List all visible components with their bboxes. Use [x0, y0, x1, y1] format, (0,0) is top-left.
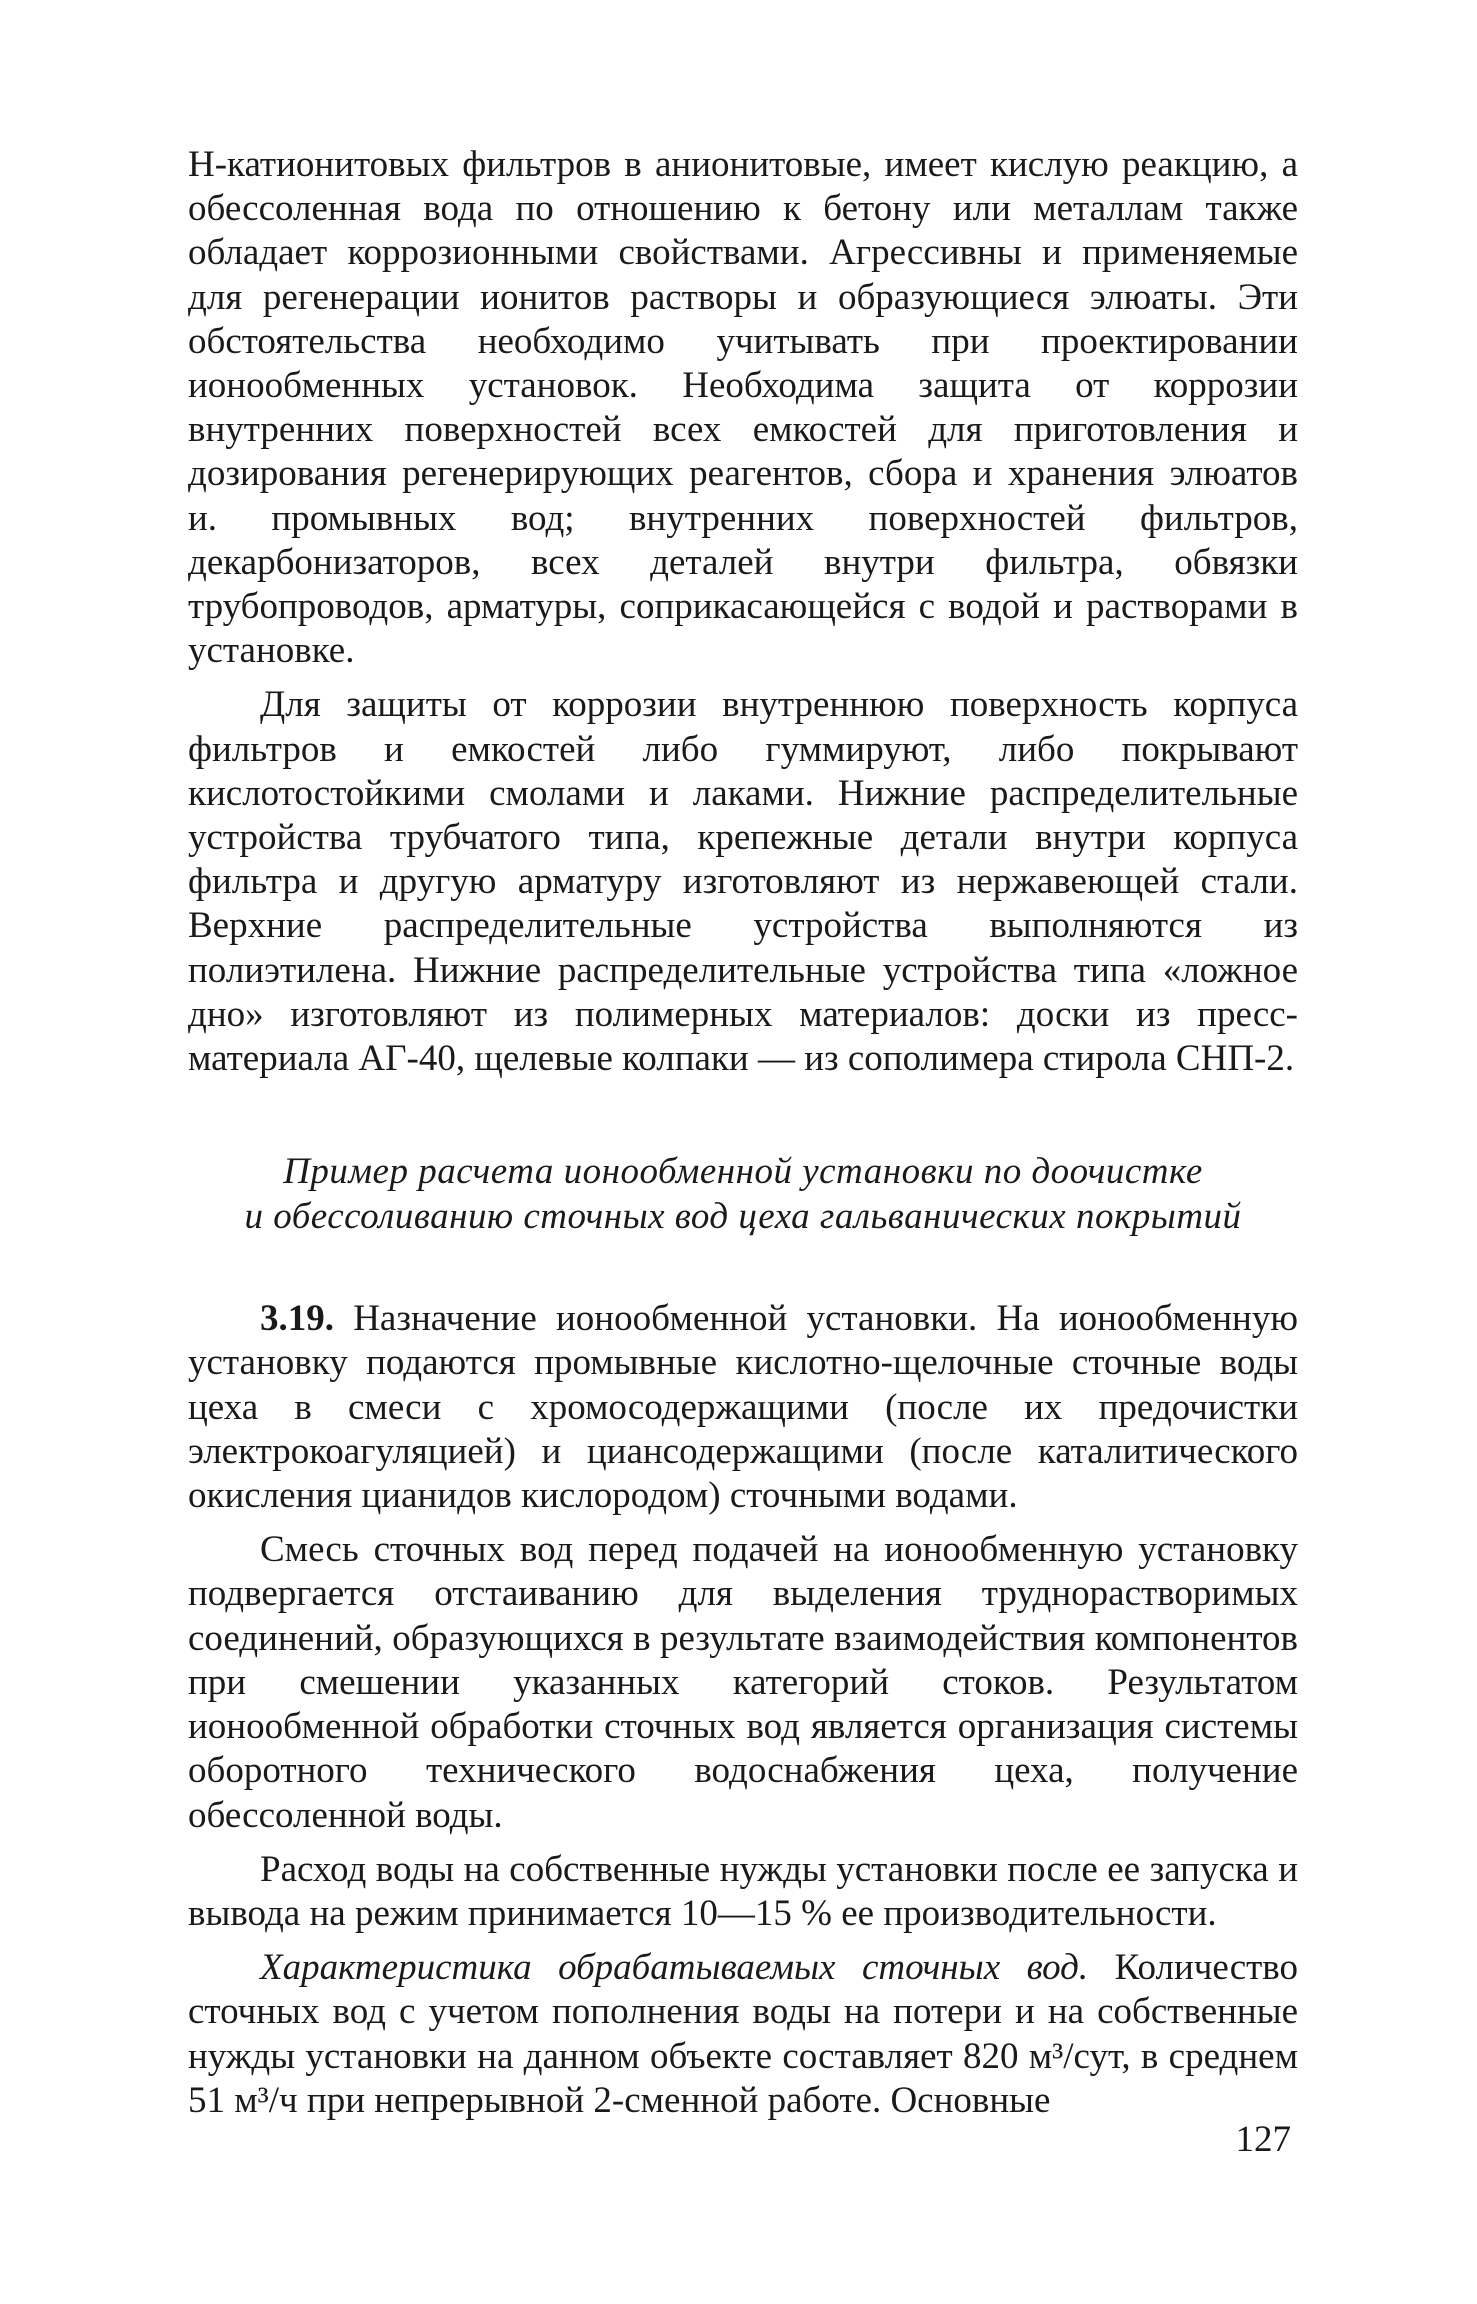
section-heading [188, 1149, 1298, 1239]
characteristics-title: Характеристика обрабатываемых сточных вод. [260, 1947, 1089, 1989]
page-body [188, 143, 1298, 2123]
paragraph-purpose [188, 1297, 1298, 1518]
paragraph-purpose-text: Назначение ионообменной установки. На ионообменную установку подаются промывные кислотно-щелочные сточные воды цеха в смеси с хромосодержащими (после их предочистки электрокоагуляцией) и циансодержащими (после каталитического окисления цианидов кислородом) сточными водами. [188, 1298, 1298, 1517]
section-number: 3.19. [260, 1298, 334, 1340]
paragraph-settling: Смесь сточных вод перед подачей на ионообменную установку подвергается отстаиванию для выделения труднорастворимых соединений, образующихся в результате взаимодействия компонентов при смешении указанных категорий стоков. Результатом ионообменной обработки сточных вод является организация системы оборотного технического водоснабжения цеха, получение обессоленной воды. [188, 1529, 1298, 1836]
heading-line-1: Пример расчета ионообменной установки по доочистке [283, 1151, 1203, 1193]
paragraph-corrosion-protection: Для защиты от коррозии внутреннюю поверхность корпуса фильтров и емкостей либо гуммируют, либо покрывают кислотостойкими смолами и лаками. Нижние распределительные устройства трубчатого типа, крепежные детали внутри корпуса фильтра и другую арматуру изготовляют из нержавеющей стали. Верхние распределительные устройства выполняются из полиэтилена. Нижние распределительные устройства типа «ложное дно» изготовляют из полимерных материалов: доски из пресс-материала АГ-40, щелевые колпаки — из сополимера стирола СНП-2. [188, 684, 1298, 1080]
paragraph-corrosion-intro: Н-катионитовых фильтров в анионитовые, имеет кислую реакцию, а обессоленная вода по отношению к бетону или металлам также обладает коррозионными свойствами. Агрессивны и применяемые для регенерации ионитов растворы и образующиеся элюаты. Эти обстоятельства необходимо учитывать при проектировании ионообменных установок. Необходима защита от коррозии внутренних поверхностей всех емкостей для приготовления и дозирования регенерирующих реагентов, сбора и хранения элюатов и. промывных вод; внутренних поверхностей фильтров, декарбонизаторов, всех деталей внутри фильтра, обвязки трубопроводов, арматуры, соприкасающейся с водой и растворами в установке. [188, 144, 1298, 672]
paragraph-wastewater-characteristics [188, 1946, 1298, 2123]
characteristics-text: Количество сточных вод с учетом пополнения воды на потери и на собственные нужды установки на данном объекте составляет 820 м³/сут, в среднем 51 м³/ч при непрерывной 2-сменной работе. Основные [188, 1947, 1299, 2121]
page-number: 127 [1235, 2119, 1291, 2160]
heading-line-2: и обессоливанию сточных вод цеха гальванических покрытий [244, 1196, 1242, 1238]
paragraph-water-consumption: Расход воды на собственные нужды установки после ее запуска и вывода на режим принимается 10—15 % ее производительности. [188, 1848, 1298, 1934]
